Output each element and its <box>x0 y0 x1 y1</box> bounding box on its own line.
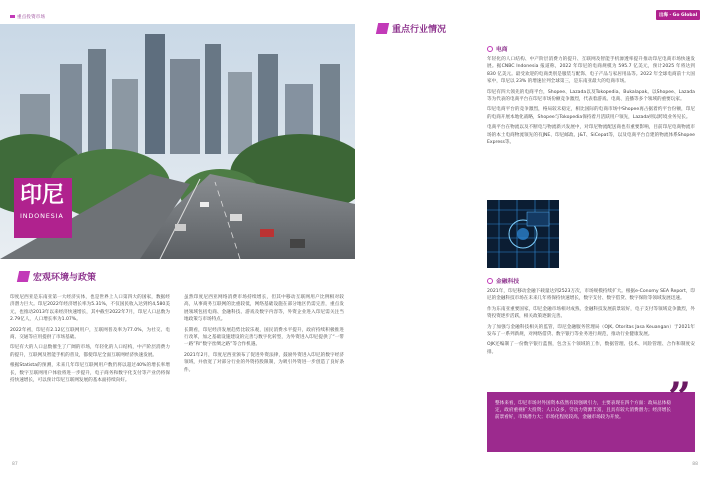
paragraph: 印度尼西亚是东南亚第一大经济实体，也是世界上人口第四大的国家，数据经济潜力巨大。印尼2022年经济增长率为5.31%，不仅国民收入达到约4,580美元，也推动2013年以来经济快速增长，其中截至2022年7月，印尼人口总数为2.79亿人，人口增长率为1.07%。 <box>10 295 170 323</box>
paragraph: OJK还编制了一份数字银行蓝图，包含五个领域的工作，数据管理、技术、风险管理、合作和制度安排。 <box>487 342 695 355</box>
paragraph: 长期看，印尼经济发展趋势比较乐观，国民消费水平提升，政府持续积极推进行改革，加之基础设施建设的完善与数字化转型，为外资进入印尼提供了“一带一路”和“数字丝绸之路”等合作机遇。 <box>184 327 344 348</box>
circle-icon <box>487 46 493 52</box>
publication-logo: 出海 · Go Global <box>656 10 700 20</box>
summary-quote-box <box>487 374 695 452</box>
subsection-title: 电商 <box>496 47 508 53</box>
text-column-1 <box>10 294 170 387</box>
summary-quote-text: 整体来看，印尼市场对外国资本依然有较强吸引力，主要表现在四个方面：政局总体稳定，政府重视扩大投资；人口众多，劳动力资源丰富，且具有较大消费潜力；经济增长前景看好，市场潜力大；市场化程度较高，金融市场较为开放。 <box>495 401 671 421</box>
subsection-heading-fintech <box>487 276 519 285</box>
paragraph: 2021年，印尼移动金融下载量达到2523万次，市场规模持续扩大。根据e-Conomy SEA Report，印尼的金融科技市场在未来几年将保持快速增长，数字支付、数字借贷、数字保险等领域发展迅速。 <box>487 289 695 302</box>
paragraph: 印尼有四大领先的电商平台，Shopee、Lazada以及Tokopedia、Bukalapak。以Shopee、Lazada等为代表的电商平台在印尼市场份额竞争激烈，代表着游戏、电商、直播等多个领域的重要玩家。 <box>487 89 695 103</box>
paragraph: 根据Statista的预测，未来几年印尼互联网用户数仍将以超过40%的增长率增长，数字互联网用户体验将进一步提升，电子商务和数字化支付等产业仍将保持快速增长，可以预计印尼互联网发展的基本面持续向好。 <box>10 363 170 384</box>
country-name-en: INDONESIA <box>20 212 64 220</box>
country-name-cn: 印尼 <box>20 183 65 208</box>
subsection-heading-ecommerce <box>487 44 508 53</box>
quote-mark-icon: ” <box>667 374 691 421</box>
paragraph: 2022年初，印尼有2.12亿互联网用户，互联网普及率为77.0%，为社交、电商、交通等应用提供了市场基础。 <box>10 327 170 341</box>
paragraph: 印尼电商平台的竞争激烈，格局较未稳定，相比国际的电商市场中Shopee再占据着约平台份额，印尼的电商开展本地化战略，Shopee与Tokopedia保持着月活跃用户领先，Lazada则以跨境业务见长。 <box>487 107 695 120</box>
country-badge <box>14 178 72 238</box>
circle-icon <box>487 278 493 284</box>
section-title: 重点行业情况 <box>392 25 447 35</box>
header-tag: 重点投资市场 <box>10 14 45 20</box>
text-column-2 <box>184 294 344 377</box>
paragraph: 电商平台在物流以及不断电与物流新兴发展中，对印尼物流配送商也有重要影响，目前印尼电商物流市场的本土电商物流领先的有JNE、印尼邮政、J&T、SiCepat等，以及电商平台自建的物流体系Shopee Express等。 <box>487 125 695 146</box>
right-page <box>355 0 710 481</box>
paragraph: 虽然印度尼西亚网络消费市场持续增长，但其中移动互联网用户比例相对较高，从事商务互联网的比重较低，网络基础设施在部分地区仍需完善，重点发展领域包括电商、金融科技、游戏及数字内容等，外资企业进入印尼需关注当地政策与市场特点。 <box>184 295 344 323</box>
section-heading-industry <box>377 22 446 35</box>
subsection-title: 金融科技 <box>496 279 520 285</box>
page-number: 88 <box>692 462 698 467</box>
paragraph: 2021年2月，印度尼西亚颁布了促进外资法律，鼓励外资进入印尼的数字经济领域，并放宽了对部分行业的外资持股限制，为吸引外资进一步创造了良好条件。 <box>184 352 344 373</box>
paragraph: 印尼有大的人口总数催生了广阔的市场，年轻化的人口结构，中产阶层消费力的提升，互联网及智能手机的普及，都使印尼全面互联网经济快速发展。 <box>10 345 170 358</box>
fintech-image <box>487 200 559 268</box>
section-marker-icon <box>376 23 389 34</box>
fintech-text <box>487 288 695 359</box>
section-heading-macro <box>18 270 96 283</box>
paragraph: 作为东南亚重要国家，印尼金融市场相对成熟，金融科技发展前景较好，电子支付等领域竞争激烈，外资投资逐步活跃，相关政策逐渐完善。 <box>487 306 695 320</box>
section-marker-icon <box>17 271 30 282</box>
page-number: 87 <box>12 462 18 467</box>
paragraph: 为了加强与金融科技相关的监管，印尼金融服务管理局（OJK, Otoritas Jasa Keuangan）于2021年发布了一系列新规，对网络借贷、数字银行等业务进行规范，推动行业健康发展。 <box>487 324 695 338</box>
ecommerce-text <box>487 56 695 149</box>
section-title: 宏观环境与政策 <box>33 273 97 283</box>
paragraph: 年轻化的人口结构、中产阶层消费力的提升、互联网及智能手机渗透率提升推动印尼电商市场快速发展。据CNBC Indonesia 报道称，2022 年印尼的电商规模为 595.7 亿美元，预计2025 年将达到 830 亿美元。最受欢迎的电商类别是服装与配饰、电子产品与家居用品等。2022 年全球电商前十大国家中，印尼以 23% 的增速位列全球第三，是东南亚最大的电商市场。 <box>487 57 695 85</box>
